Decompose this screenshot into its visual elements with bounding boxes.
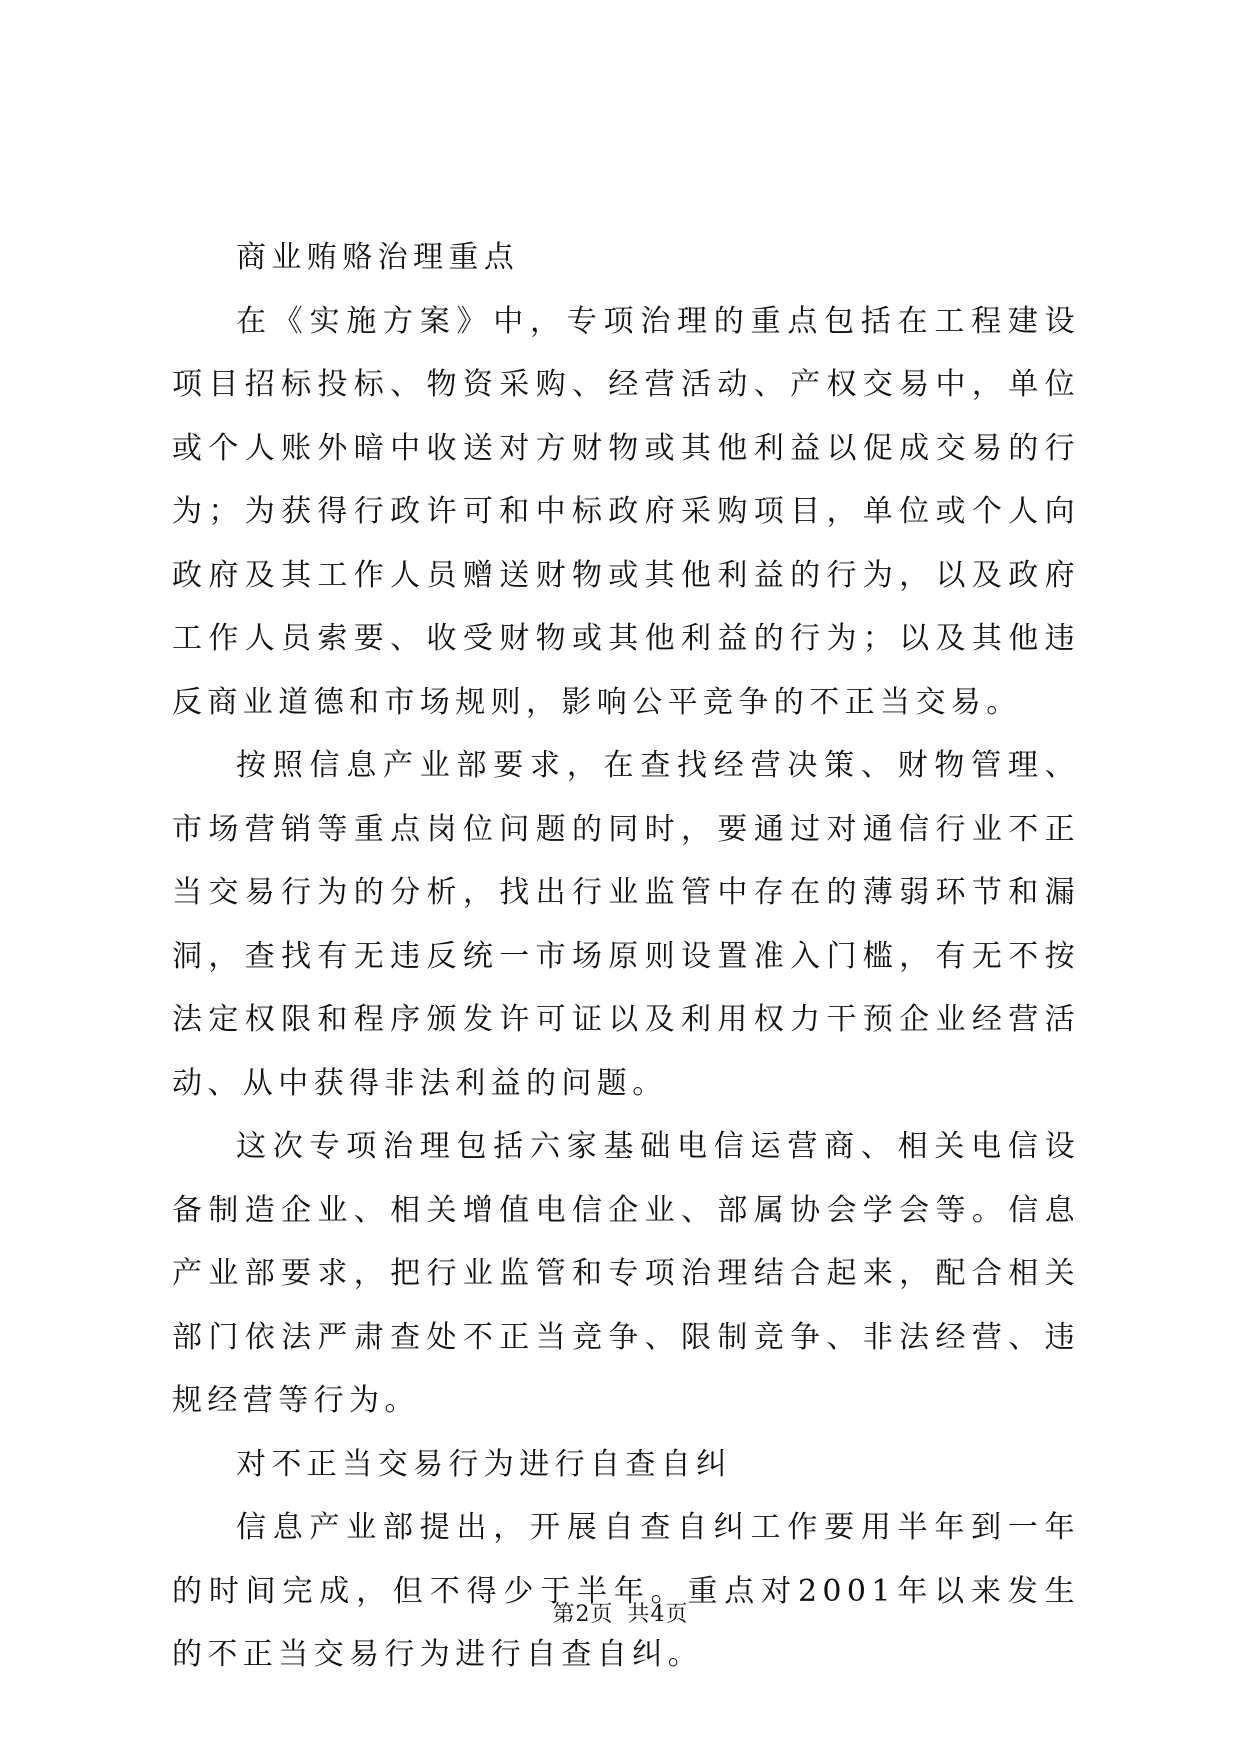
page-number-total: 共4页 — [627, 1602, 689, 1627]
document-body — [172, 226, 1080, 1687]
body-paragraph: 信息产业部提出，开展自查自纠工作要用半年到一年的时间完成，但不得少于半年。重点对2001年以来发生的不正当交易行为进行自查自纠。 — [172, 1510, 1080, 1672]
section-heading-self-inspection: 对不正当交易行为进行自查自纠 — [236, 1446, 732, 1482]
section-heading-commercial-bribery: 商业贿赂治理重点 — [236, 240, 520, 275]
body-paragraph: 在《实施方案》中，专项治理的重点包括在工程建设项目招标投标、物资采购、经营活动、产权交易中，单位或个人账外暗中收送对方财物或其他利益以促成交易的行为；为获得行政许可和中标政府采购项目，单位或个人向政府及其工作人员赠送财物或其他利益的行为，以及政府工作人员索要、收受财物或其他利益的行为；以及其他违反商业道德和市场规则，影响公平竞争的不正当交易。 — [172, 303, 1080, 720]
body-paragraph: 这次专项治理包括六家基础电信运营商、相关电信设备制造企业、相关增值电信企业、部属协会学会等。信息产业部要求，把行业监管和专项治理结合起来，配合相关部门依法严肃查处不正当竞争、限制竞争、非法经营、违规经营等行为。 — [172, 1129, 1080, 1418]
page-number-current: 第2页 — [552, 1602, 614, 1627]
body-paragraph: 按照信息产业部要求，在查找经营决策、财物管理、市场营销等重点岗位问题的同时，要通过对通信行业不正当交易行为的分析，找出行业监管中存在的薄弱环节和漏洞，查找有无违反统一市场原则设置准入门槛，有无不按法定权限和程序颁发许可证以及利用权力干预企业经营活动、从中获得非法利益的问题。 — [172, 748, 1080, 1101]
page-footer — [0, 1597, 1241, 1628]
